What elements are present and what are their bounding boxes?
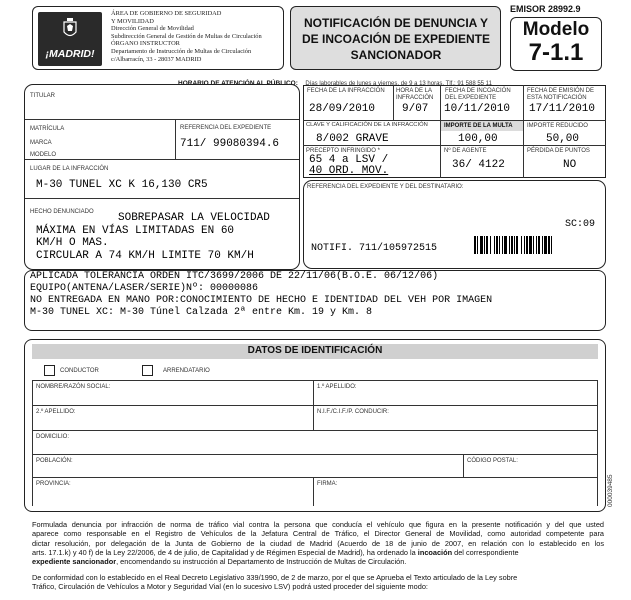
observacion-line: APLICADA TOLERANCIA ORDEN ITC/3699/2006 DE 22/11/06(B.O.E. 06/12/06) — [30, 271, 439, 282]
legal-bold-text: expediente sancionador — [32, 557, 117, 567]
crest-icon — [63, 18, 77, 40]
divider — [523, 85, 524, 178]
fecha-infraccion-value: 28/09/2010 — [309, 103, 376, 115]
org-line: ÓRGANO INSTRUCTOR — [111, 40, 180, 48]
apellido1-label: 1.º APELLIDO: — [317, 384, 357, 390]
arrendatario-label: ARRENDATARIO — [163, 368, 210, 374]
barcode-bar — [474, 236, 476, 254]
barcode-bar — [544, 236, 547, 254]
observacion-line: M-30 TUNEL XC: M-30 Túnel Calzada 2ª entre Km. 19 y Km. 8 — [30, 307, 373, 318]
apellido1-field[interactable] — [315, 392, 596, 404]
precepto-line: 40 ORD. MOV. — [309, 165, 389, 177]
nombre-field[interactable] — [34, 392, 311, 404]
titular-label: TITULAR — [30, 93, 56, 99]
nif-label: N.I.F./C.I.F./P. CONDUCIR: — [317, 409, 389, 415]
apellido2-field[interactable] — [34, 417, 311, 429]
divider — [303, 120, 606, 121]
madrid-logo — [38, 12, 102, 66]
horario-text: Días laborables de lunes a viernes, de 9 a 13 horas. Tlf.: 91 588 55 11 — [305, 81, 492, 87]
legal-line: Tráfico, Circulación de Vehículos a Motor y Seguridad Vial (en lo sucesivo LSV) podrá usted proceder del siguiente modo: — [32, 582, 428, 592]
barcode-bar — [551, 236, 552, 254]
fecha-infraccion-label: FECHA DE LA INFRACCIÓN — [307, 88, 385, 94]
divider — [25, 159, 299, 160]
ref-expediente-value: 711/ 99080394.6 — [180, 138, 280, 150]
barcode-bar — [524, 236, 525, 254]
hecho-line: KM/H O MAS. — [36, 237, 109, 249]
barcode-bar — [490, 236, 491, 254]
clave-value: 8/002 GRAVE — [316, 133, 389, 145]
hecho-label: HECHO DENUNCIADO — [30, 209, 94, 215]
poblacion-label: POBLACIÓN: — [36, 458, 73, 464]
clave-label: CLAVE Y CALIFICACIÓN DE LA INFRACCIÓN — [306, 122, 428, 128]
legal-line — [32, 557, 604, 566]
legal-line — [32, 539, 604, 548]
divider — [303, 145, 606, 146]
lugar-value: M-30 TUNEL XC K 16,130 CR5 — [36, 179, 208, 191]
hecho-line: SOBREPASAR LA VELOCIDAD — [118, 212, 270, 224]
barcode-bar — [484, 236, 485, 254]
fecha-incoacion-label-text: FECHA DE INCOACIÓN DEL EXPEDIENTE — [445, 88, 511, 101]
reducido-value: 50,00 — [546, 133, 580, 145]
nombre-label: NOMBRE/RAZÓN SOCIAL: — [36, 384, 111, 390]
side-code: 000039485 — [607, 474, 614, 507]
barcode-bar — [477, 236, 478, 254]
provincia-field[interactable] — [34, 488, 311, 504]
notifi-value: NOTIFI. 711/105972515 — [311, 243, 438, 254]
fecha-incoacion-value: 10/11/2010 — [444, 103, 511, 115]
divider — [32, 405, 598, 406]
barcode-bar — [494, 236, 495, 254]
divider — [313, 380, 314, 430]
ref-expediente-label: REFERENCIA DEL EXPEDIENTE — [180, 125, 272, 131]
barcode-bar — [514, 236, 515, 254]
divider — [440, 85, 441, 178]
divider — [313, 477, 314, 506]
legal-text: dictar resolución, por delegación de la Junta de Gobierno de la ciudad de Madrid (Acuerdo de 18 de junio de 2007, en relación con lo establecido en los — [32, 538, 604, 548]
modelo-number: 7-1.1 — [528, 39, 584, 66]
divider — [25, 119, 299, 120]
barcode-bar — [504, 236, 507, 254]
barcode-bar — [496, 236, 498, 254]
reducido-label: IMPORTE REDUCIDO — [527, 123, 588, 129]
legal-text: arts. 17.1.k) y 40 f) de la Ley 22/2006, de 4 de julio, de Capitalidad y de Régimen Especial de Madrid), ha ordenado la — [32, 547, 418, 557]
divider — [393, 85, 394, 120]
importe-value: 100,00 — [458, 133, 498, 145]
legal-paragraph-2 — [32, 573, 604, 592]
conductor-checkbox[interactable] — [44, 365, 55, 376]
agente-label: Nº DE AGENTE — [444, 148, 487, 154]
destinatario-label: REFERENCIA DEL EXPEDIENTE Y DEL DESTINATARIO: — [307, 184, 464, 190]
domicilio-label: DOMICILIO: — [36, 434, 70, 440]
org-line: Dirección General de Movilidad — [111, 25, 194, 33]
org-line: Departamento de Instrucción de Multas de Circulación — [111, 47, 252, 55]
barcode-bar — [486, 236, 488, 254]
barcode-bar — [548, 236, 550, 254]
provincia-label: PROVINCIA: — [36, 481, 71, 487]
barcode-bar — [533, 236, 534, 254]
barcode-bar — [509, 236, 510, 254]
hecho-line: CIRCULAR A 74 KM/H LIMITE 70 KM/H — [36, 250, 254, 262]
legal-text: aparece como responsable en el Registro de Vehículos de la Jefatura Central de Tráfico, el Director General de Movilidad, como autoridad competente para — [32, 529, 604, 539]
legal-line — [32, 529, 604, 538]
modelo-vehiculo-label: MODELO — [30, 152, 57, 158]
org-line: ÁREA DE GOBIERNO DE SEGURIDAD — [111, 10, 222, 17]
barcode-bar — [480, 236, 483, 254]
fecha-incoacion-label — [445, 88, 521, 102]
document-title: NOTIFICACIÓN DE DENUNCIA Y DE INCOACIÓN DE EXPEDIENTE SANCIONADOR — [301, 16, 491, 62]
observacion-line: NO ENTREGADA EN MANO POR:CONOCIMIENTO DE HECHO E IDENTIDAD DEL VEH POR IMAGEN — [30, 295, 493, 306]
barcode-bar — [542, 236, 543, 254]
precepto-label: PRECEPTO INFRINGIDO * — [306, 148, 380, 154]
codigo-postal-label: CÓDIGO POSTAL: — [467, 458, 518, 464]
barcode-bar — [511, 236, 513, 254]
legal-text: , encomendando su instrucción al Departamento de Instrucción de Multas de Circulación. — [116, 557, 407, 567]
domicilio-field[interactable] — [34, 441, 596, 453]
emisor-label: EMISOR 28992.9 — [510, 4, 581, 14]
apellido2-label: 2.º APELLIDO: — [36, 409, 76, 415]
importe-label: IMPORTE DE LA MULTA — [444, 123, 513, 129]
conductor-label: CONDUCTOR — [60, 368, 99, 374]
sc-code: SC:09 — [565, 219, 596, 230]
fecha-emision-value: 17/11/2010 — [529, 103, 596, 115]
hora-value: 9/07 — [402, 103, 429, 115]
arrendatario-checkbox[interactable] — [142, 365, 153, 376]
agente-value: 36/ 4122 — [452, 159, 505, 171]
hora-label-text: HORA DE LA INFRACCIÓN — [396, 88, 434, 101]
logo-text: ¡MADRID! — [45, 48, 95, 60]
hecho-line: MÁXIMA EN VÍAS LIMITADAS EN 60 — [36, 225, 235, 237]
divider — [32, 477, 598, 478]
divider — [25, 198, 299, 199]
precepto-line: 65 4 a LSV / — [309, 154, 389, 166]
poblacion-field[interactable] — [34, 465, 461, 476]
legal-bold-text: incoación — [417, 547, 453, 557]
barcode-bar — [529, 236, 532, 254]
legal-line: De conformidad con lo establecido en el Real Decreto Legislativo 339/1990, de 2 de marzo, por el que se Aprueba el Texto articulado de la Ley sobre — [32, 573, 518, 582]
barcode-bar — [516, 236, 518, 254]
firma-label: FIRMA: — [317, 481, 338, 487]
codigo-postal-field[interactable] — [465, 465, 596, 476]
org-text — [111, 10, 281, 63]
org-line: Subdirección General de Gestión de Multas de Circulación — [111, 32, 262, 40]
fecha-emision-label — [527, 88, 604, 102]
legal-line — [32, 520, 604, 529]
legal-paragraph-1 — [32, 520, 604, 566]
identificacion-title: DATOS DE IDENTIFICACIÓN — [247, 345, 383, 356]
divider — [32, 454, 598, 455]
divider — [32, 430, 598, 431]
divider — [463, 454, 464, 477]
hora-label — [396, 88, 440, 102]
barcode — [474, 236, 600, 254]
firma-field[interactable] — [315, 488, 596, 504]
legal-text: del correspondiente — [452, 547, 519, 557]
org-line: Y MOVILIDAD — [111, 17, 154, 25]
barcode-bar — [536, 236, 537, 254]
destinatario-box — [303, 180, 606, 269]
horario-label: HORARIO DE ATENCIÓN AL PÚBLICO: — [178, 80, 298, 87]
observacion-line: EQUIPO(ANTENA/LASER/SERIE)Nº: 00000086 — [30, 283, 259, 294]
barcode-bar — [499, 236, 500, 254]
matricula-label: MATRÍCULA — [30, 126, 65, 132]
org-line: c/Albarracín, 33 - 28037 MADRID — [111, 55, 202, 63]
legal-text: Formulada denuncia por infracción de norma de tráfico vial contra la persona que conducía el vehículo que figura en la presente notificación y del que usted — [32, 520, 604, 529]
lugar-label: LUGAR DE LA INFRACCIÓN — [30, 166, 109, 172]
legal-line — [32, 548, 604, 557]
perdida-label: PÉRDIDA DE PUNTOS — [527, 148, 590, 154]
marca-label: MARCA — [30, 140, 52, 146]
divider — [175, 119, 176, 159]
modelo-label: Modelo — [522, 19, 590, 40]
fecha-emision-label-text: FECHA DE EMISIÓN DE ESTA NOTIFICACIÓN — [527, 88, 595, 101]
barcode-bar — [502, 236, 503, 254]
perdida-value: NO — [563, 159, 577, 171]
barcode-bar — [526, 236, 528, 254]
nif-field[interactable] — [315, 417, 596, 429]
barcode-bar — [538, 236, 540, 254]
barcode-bar — [521, 236, 522, 254]
barcode-graphic — [474, 236, 600, 254]
